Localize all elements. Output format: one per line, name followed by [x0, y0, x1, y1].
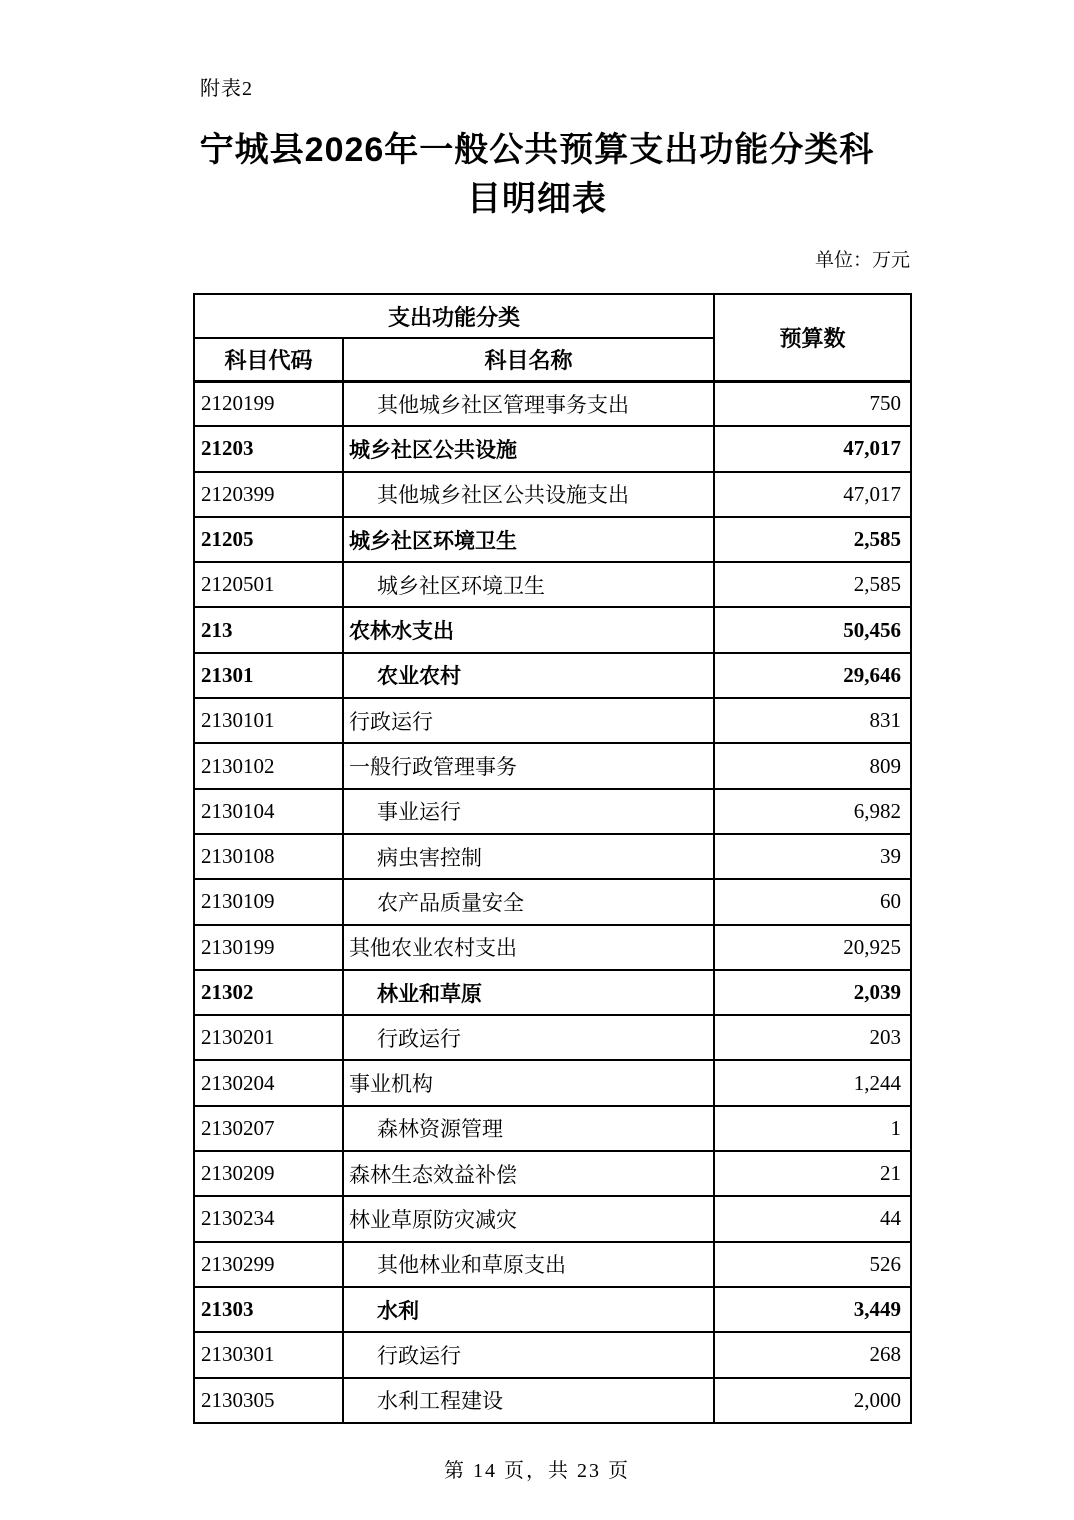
- subject-code-cell: 2120399: [194, 472, 343, 517]
- attachment-label: 附表2: [200, 78, 253, 100]
- subject-name-cell: 城乡社区公共设施: [343, 426, 714, 471]
- subject-name-cell: 其他农业农村支出: [343, 925, 714, 970]
- budget-value-cell: 47,017: [714, 426, 911, 471]
- subject-name-cell: 行政运行: [343, 1015, 714, 1060]
- table-row: [194, 472, 911, 517]
- table-row: [194, 562, 911, 607]
- budget-value-cell: 39: [714, 834, 911, 879]
- budget-value-cell: 1: [714, 1106, 911, 1151]
- table-row: [194, 653, 911, 698]
- subject-name-cell: 森林资源管理: [343, 1106, 714, 1151]
- table-row: [194, 381, 911, 426]
- subject-name-cell: 水利: [343, 1287, 714, 1332]
- table-row: [194, 1332, 911, 1377]
- subject-name-cell: 城乡社区环境卫生: [343, 562, 714, 607]
- budget-value-cell: 21: [714, 1151, 911, 1196]
- table-row: [194, 743, 911, 788]
- subject-name-cell: 病虫害控制: [343, 834, 714, 879]
- subject-name-cell: 事业机构: [343, 1060, 714, 1105]
- budget-value-cell: 20,925: [714, 925, 911, 970]
- column-group-header-expenditure-classification: 支出功能分类: [194, 294, 714, 338]
- subject-code-cell: 2130234: [194, 1196, 343, 1241]
- budget-value-cell: 750: [714, 381, 911, 426]
- table-body: [194, 381, 911, 1423]
- subject-code-cell: 2120199: [194, 381, 343, 426]
- table-row: [194, 1106, 911, 1151]
- subject-code-cell: 2130209: [194, 1151, 343, 1196]
- table-row: [194, 970, 911, 1015]
- table-row: [194, 879, 911, 924]
- subject-code-cell: 21303: [194, 1287, 343, 1332]
- page-number-footer: 第 14 页，共 23 页: [444, 1460, 630, 1482]
- subject-name-cell: 农产品质量安全: [343, 879, 714, 924]
- table-row: [194, 607, 911, 652]
- subject-name-cell: 行政运行: [343, 698, 714, 743]
- subject-name-cell: 林业和草原: [343, 970, 714, 1015]
- table-row: [194, 834, 911, 879]
- unit-label: 单位：万元: [814, 250, 910, 271]
- subject-name-cell: 农业农村: [343, 653, 714, 698]
- subject-code-cell: 2130104: [194, 789, 343, 834]
- budget-value-cell: 50,456: [714, 607, 911, 652]
- table-row: [194, 789, 911, 834]
- budget-value-cell: 29,646: [714, 653, 911, 698]
- subject-code-cell: 2130109: [194, 879, 343, 924]
- subject-code-cell: 2130102: [194, 743, 343, 788]
- subject-code-cell: 2130305: [194, 1378, 343, 1423]
- header-group-row: [194, 294, 911, 338]
- table-row: [194, 1242, 911, 1287]
- table-row: [194, 517, 911, 562]
- column-header-budget: 预算数: [714, 294, 911, 381]
- subject-code-cell: 2130201: [194, 1015, 343, 1060]
- subject-code-cell: 21302: [194, 970, 343, 1015]
- budget-value-cell: 6,982: [714, 789, 911, 834]
- budget-table: [193, 293, 912, 1424]
- budget-value-cell: 2,585: [714, 562, 911, 607]
- subject-name-cell: 其他城乡社区管理事务支出: [343, 381, 714, 426]
- subject-code-cell: 2120501: [194, 562, 343, 607]
- table-row: [194, 426, 911, 471]
- subject-name-cell: 事业运行: [343, 789, 714, 834]
- column-header-subject-code: 科目代码: [194, 338, 343, 381]
- subject-code-cell: 21301: [194, 653, 343, 698]
- column-header-subject-name: 科目名称: [343, 338, 714, 381]
- table-row: [194, 1196, 911, 1241]
- budget-value-cell: 1,244: [714, 1060, 911, 1105]
- subject-name-cell: 农林水支出: [343, 607, 714, 652]
- subject-code-cell: 2130207: [194, 1106, 343, 1151]
- subject-code-cell: 2130299: [194, 1242, 343, 1287]
- table-header: [194, 294, 911, 381]
- subject-name-cell: 城乡社区环境卫生: [343, 517, 714, 562]
- budget-value-cell: 2,000: [714, 1378, 911, 1423]
- budget-value-cell: 47,017: [714, 472, 911, 517]
- budget-value-cell: 203: [714, 1015, 911, 1060]
- subject-name-cell: 行政运行: [343, 1332, 714, 1377]
- subject-name-cell: 林业草原防灾减灾: [343, 1196, 714, 1241]
- table-row: [194, 1287, 911, 1332]
- subject-code-cell: 213: [194, 607, 343, 652]
- subject-code-cell: 2130204: [194, 1060, 343, 1105]
- budget-value-cell: 44: [714, 1196, 911, 1241]
- budget-value-cell: 60: [714, 879, 911, 924]
- budget-value-cell: 809: [714, 743, 911, 788]
- subject-code-cell: 2130101: [194, 698, 343, 743]
- budget-value-cell: 268: [714, 1332, 911, 1377]
- subject-name-cell: 一般行政管理事务: [343, 743, 714, 788]
- budget-value-cell: 3,449: [714, 1287, 911, 1332]
- table-row: [194, 1015, 911, 1060]
- budget-value-cell: 2,585: [714, 517, 911, 562]
- subject-code-cell: 21205: [194, 517, 343, 562]
- subject-name-cell: 水利工程建设: [343, 1378, 714, 1423]
- subject-code-cell: 2130108: [194, 834, 343, 879]
- subject-code-cell: 2130301: [194, 1332, 343, 1377]
- subject-name-cell: 其他林业和草原支出: [343, 1242, 714, 1287]
- table-row: [194, 1151, 911, 1196]
- budget-value-cell: 831: [714, 698, 911, 743]
- table-row: [194, 1378, 911, 1423]
- table-row: [194, 1060, 911, 1105]
- budget-value-cell: 2,039: [714, 970, 911, 1015]
- subject-name-cell: 森林生态效益补偿: [343, 1151, 714, 1196]
- table-row: [194, 925, 911, 970]
- subject-code-cell: 2130199: [194, 925, 343, 970]
- subject-name-cell: 其他城乡社区公共设施支出: [343, 472, 714, 517]
- table-row: [194, 698, 911, 743]
- budget-value-cell: 526: [714, 1242, 911, 1287]
- subject-code-cell: 21203: [194, 426, 343, 471]
- page-title: 宁城县2026年一般公共预算支出功能分类科目明细表: [199, 131, 875, 218]
